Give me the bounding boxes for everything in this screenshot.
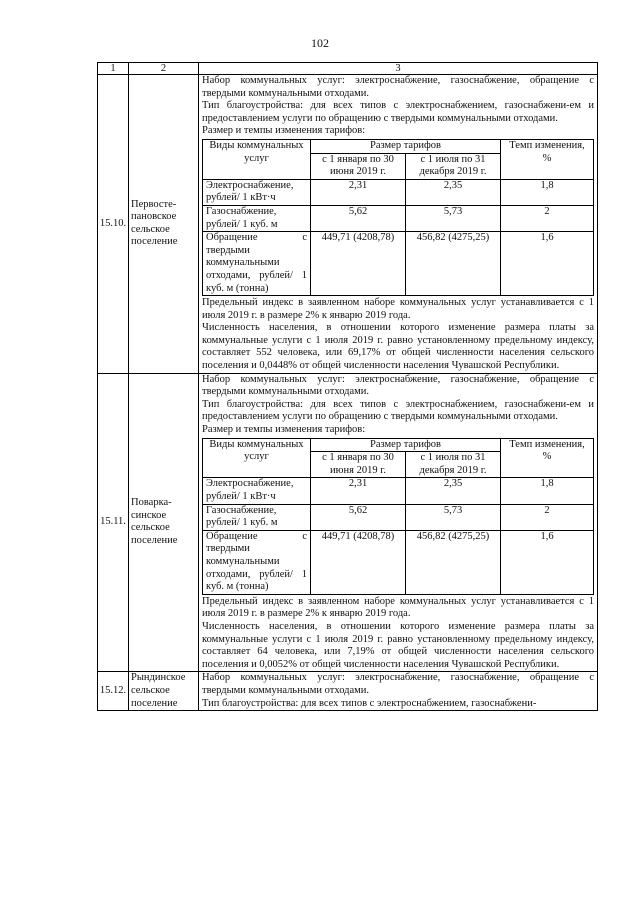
settlement-name-text: Поварка- синское сельское поселение bbox=[131, 497, 178, 547]
tariff-row bbox=[203, 504, 594, 530]
inner-header-kind: Виды коммунальных услуг bbox=[203, 438, 311, 478]
tariff-row-name: Обращение с твердыми коммунальными отходами, рублей/ 1 куб. м (тонна) bbox=[203, 530, 311, 594]
population-text: Численность населения, в отношении которого изменение размера платы за коммунальные услуги с 1 июля 2019 г. равно установленному предельному индексу, составляет 552 человека, или 69,17% от общей численности населения сельского поселения и 0,0448% от общей численности населения Чувашской Республики. bbox=[202, 322, 594, 372]
inner-header-period1: с 1 января по 30 июня 2019 г. bbox=[311, 153, 406, 179]
tariff-row-rate: 2 bbox=[501, 205, 594, 231]
population-text: Численность населения, в отношении которого изменение размера платы за коммунальные услуги с 1 июля 2019 г. равно установленному предельному индексу, составляет 64 человека, или 7,19% от общей численности населения сельского поселения и 0,0052% от общей численности населения Чувашской Республики. bbox=[202, 620, 594, 670]
inner-header-rate: Темп изменения, % bbox=[501, 139, 594, 179]
inner-header-size: Размер тарифов bbox=[311, 438, 501, 452]
header-col-1: 1 bbox=[98, 63, 129, 75]
section-details bbox=[199, 672, 598, 711]
tariff-row-rate: 1,8 bbox=[501, 478, 594, 504]
tariff-row-rate: 1,6 bbox=[501, 232, 594, 296]
section-details bbox=[199, 373, 598, 672]
tariff-row-v1: 2,31 bbox=[311, 478, 406, 504]
tariff-row-rate: 1,6 bbox=[501, 530, 594, 594]
tariff-row-name: Обращение с твердыми коммунальными отходами, рублей/ 1 куб. м (тонна) bbox=[203, 232, 311, 296]
inner-header-period2: с 1 июля по 31 декабря 2019 г. bbox=[406, 452, 501, 478]
row-number: 15.11. bbox=[98, 373, 129, 672]
inner-header-rate: Темп изменения, % bbox=[501, 438, 594, 478]
page-number: 102 bbox=[311, 36, 329, 50]
tariff-row bbox=[203, 205, 594, 231]
tariff-row bbox=[203, 530, 594, 594]
tariff-row-v2: 5,73 bbox=[406, 205, 501, 231]
inner-header-period1: с 1 января по 30 июня 2019 г. bbox=[311, 452, 406, 478]
tariff-row-v1: 5,62 bbox=[311, 205, 406, 231]
tariff-row-v1: 2,31 bbox=[311, 179, 406, 205]
tariff-row-name: Электроснабжение, рублей/ 1 кВт·ч bbox=[203, 478, 311, 504]
services-text: Набор коммунальных услуг: электроснабжение, газоснабжение, обращение с твердыми коммунальными отходами. bbox=[202, 75, 594, 99]
tariff-row-v1: 449,71 (4208,78) bbox=[311, 530, 406, 594]
table-header-row bbox=[98, 63, 598, 75]
tariff-row-rate: 1,8 bbox=[501, 179, 594, 205]
improvement-text: Тип благоустройства: для всех типов с электроснабжением, газоснабжени-ем и предоставлением услуги по обращению с твердыми коммунальными отходами. bbox=[202, 100, 594, 124]
settlement-name bbox=[129, 75, 199, 374]
row-number: 15.10. bbox=[98, 75, 129, 374]
settlements-table bbox=[97, 62, 598, 711]
tariff-row-v2: 2,35 bbox=[406, 179, 501, 205]
tariff-table bbox=[202, 438, 594, 595]
tariff-row-rate: 2 bbox=[501, 504, 594, 530]
settlement-name: Рындинское сельское поселение bbox=[129, 672, 199, 711]
row-number: 15.12. bbox=[98, 672, 129, 711]
tariff-row-v1: 449,71 (4208,78) bbox=[311, 232, 406, 296]
inner-header-period2: с 1 июля по 31 декабря 2019 г. bbox=[406, 153, 501, 179]
tariff-row-v2: 456,82 (4275,25) bbox=[406, 530, 501, 594]
tariff-title: Размер и темпы изменения тарифов: bbox=[202, 125, 366, 137]
services-text: Набор коммунальных услуг: электроснабжение, газоснабжение, обращение с твердыми коммунальными отходами. bbox=[202, 373, 594, 398]
index-text: Предельный индекс в заявленном наборе коммунальных услуг устанавливается с 1 июля 2019 г. в размере 2% к январю 2019 года. bbox=[202, 595, 594, 620]
tariff-row-name: Электроснабжение, рублей/ 1 кВт·ч bbox=[203, 179, 311, 205]
inner-header-kind: Виды коммунальных услуг bbox=[203, 139, 311, 179]
index-text: Предельный индекс в заявленном наборе коммунальных услуг устанавливается с 1 июля 2019 г. в размере 2% к январю 2019 года. bbox=[202, 297, 594, 321]
section-details bbox=[199, 75, 598, 374]
tariff-title: Размер и темпы изменения тарифов: bbox=[202, 424, 366, 436]
tariff-row-name: Газоснабжение, рублей/ 1 куб. м bbox=[203, 504, 311, 530]
tariff-row bbox=[203, 478, 594, 504]
inner-header-size: Размер тарифов bbox=[311, 139, 501, 153]
table-row bbox=[98, 373, 598, 672]
tariff-row-v1: 5,62 bbox=[311, 504, 406, 530]
improvement-text: Тип благоустройства: для всех типов с электроснабжением, газоснабжени-ем и предоставлением услуги по обращению с твердыми коммунальными отходами. bbox=[202, 398, 594, 423]
table-row bbox=[98, 672, 598, 711]
tariff-row-v2: 456,82 (4275,25) bbox=[406, 232, 501, 296]
tariff-row-name: Газоснабжение, рублей/ 1 куб. м bbox=[203, 205, 311, 231]
table-row bbox=[98, 75, 598, 374]
improvement-text: Тип благоустройства: для всех типов с электроснабжением, газоснабжени- bbox=[202, 697, 537, 709]
settlement-name-text: Первосте- пановское сельское поселение bbox=[131, 198, 178, 248]
settlement-name bbox=[129, 373, 199, 672]
header-col-2: 2 bbox=[129, 63, 199, 75]
tariff-row-v2: 5,73 bbox=[406, 504, 501, 530]
services-text: Набор коммунальных услуг: электроснабжение, газоснабжение, обращение с твердыми коммунальными отходами. bbox=[202, 672, 594, 696]
tariff-row bbox=[203, 179, 594, 205]
tariff-table bbox=[202, 139, 594, 296]
tariff-row bbox=[203, 232, 594, 296]
tariff-row-v2: 2,35 bbox=[406, 478, 501, 504]
header-col-3: 3 bbox=[199, 63, 598, 75]
